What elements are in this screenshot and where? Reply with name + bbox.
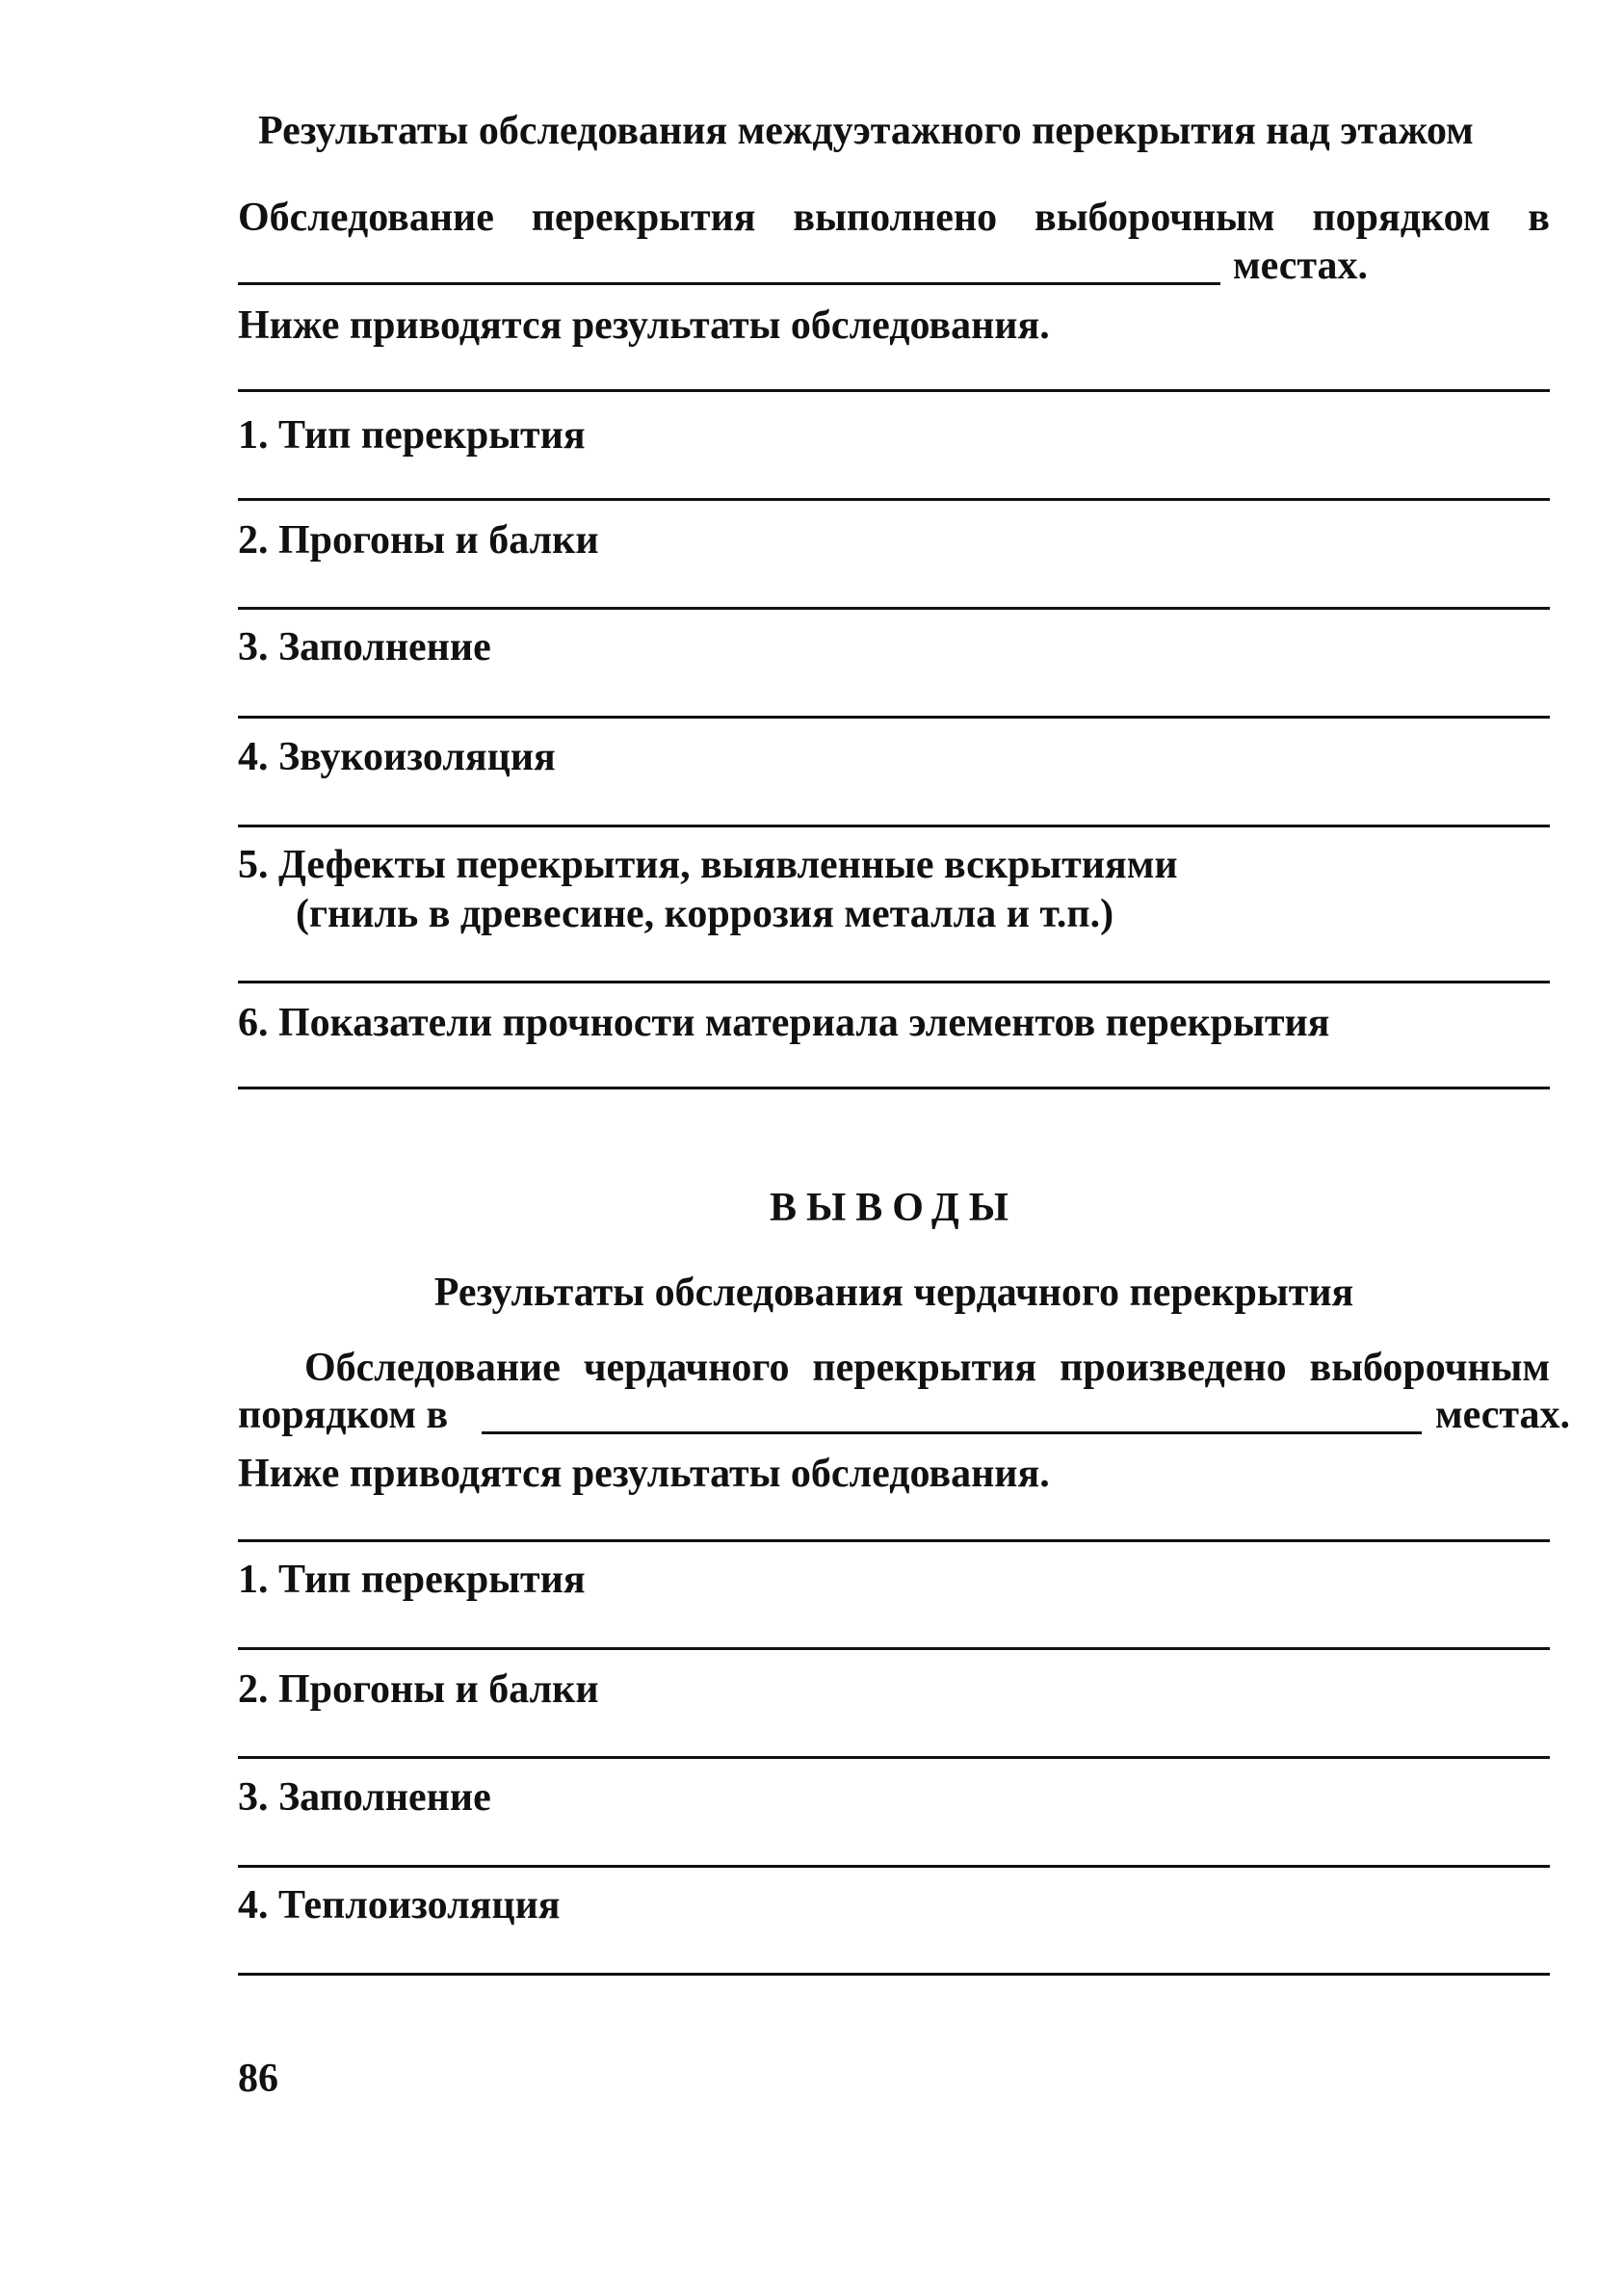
section2-title: Результаты обследования чердачного перекрытия [433, 1271, 1354, 1315]
section2-rule-1 [238, 1647, 1550, 1650]
section1-rule-2 [238, 607, 1550, 610]
section2-intro-suffix: местах. [1435, 1393, 1571, 1437]
section2-item-4: 4. Теплоизоляция [238, 1883, 561, 1927]
section2-item-2: 2. Прогоны и балки [238, 1667, 599, 1712]
section1-rule-6 [238, 1087, 1550, 1089]
section2-intro-line1: Обследование чердачного перекрытия произведено выборочным [304, 1346, 1550, 1390]
section1-item-5-detail: (гниль в древесине, коррозия металла и т.п.) [296, 892, 1114, 936]
section1-rule-1 [238, 498, 1550, 501]
section2-intro-prefix: порядком в [238, 1393, 449, 1437]
section2-places-blank [482, 1431, 1422, 1434]
section2-rule-2 [238, 1756, 1550, 1759]
section2-item-3: 3. Заполнение [238, 1775, 491, 1820]
section2-rule-0 [238, 1539, 1550, 1542]
section1-rule-0 [238, 389, 1550, 392]
section1-rule-4 [238, 825, 1550, 827]
section1-item-1: 1. Тип перекрытия [238, 413, 586, 458]
section1-places-blank [238, 282, 1220, 285]
section1-item-5: 5. Дефекты перекрытия, выявленные вскрытиями [238, 843, 1178, 887]
section1-item-3: 3. Заполнение [238, 625, 491, 669]
section1-item-6: 6. Показатели прочности материала элементов перекрытия [238, 1001, 1330, 1045]
section1-item-2: 2. Прогоны и балки [238, 518, 599, 563]
section2-rule-3 [238, 1865, 1550, 1868]
section1-rule-3 [238, 716, 1550, 719]
section2-item-1: 1. Тип перекрытия [238, 1558, 586, 1602]
section2-rule-4 [238, 1973, 1550, 1976]
conclusions-heading: ВЫВОДЫ [770, 1186, 1018, 1230]
page-number: 86 [238, 2057, 278, 2101]
section1-title: Результаты обследования междуэтажного перекрытия над этажом [258, 109, 1474, 153]
section1-item-4: 4. Звукоизоляция [238, 735, 556, 779]
section1-intro-line3: Ниже приводятся результаты обследования. [238, 303, 1050, 348]
section2-intro-line3: Ниже приводятся результаты обследования. [238, 1452, 1050, 1496]
section1-intro-line1: Обследование перекрытия выполнено выборочным порядком в [238, 196, 1550, 240]
section1-rule-5 [238, 981, 1550, 983]
section1-intro-suffix: местах. [1233, 244, 1369, 288]
